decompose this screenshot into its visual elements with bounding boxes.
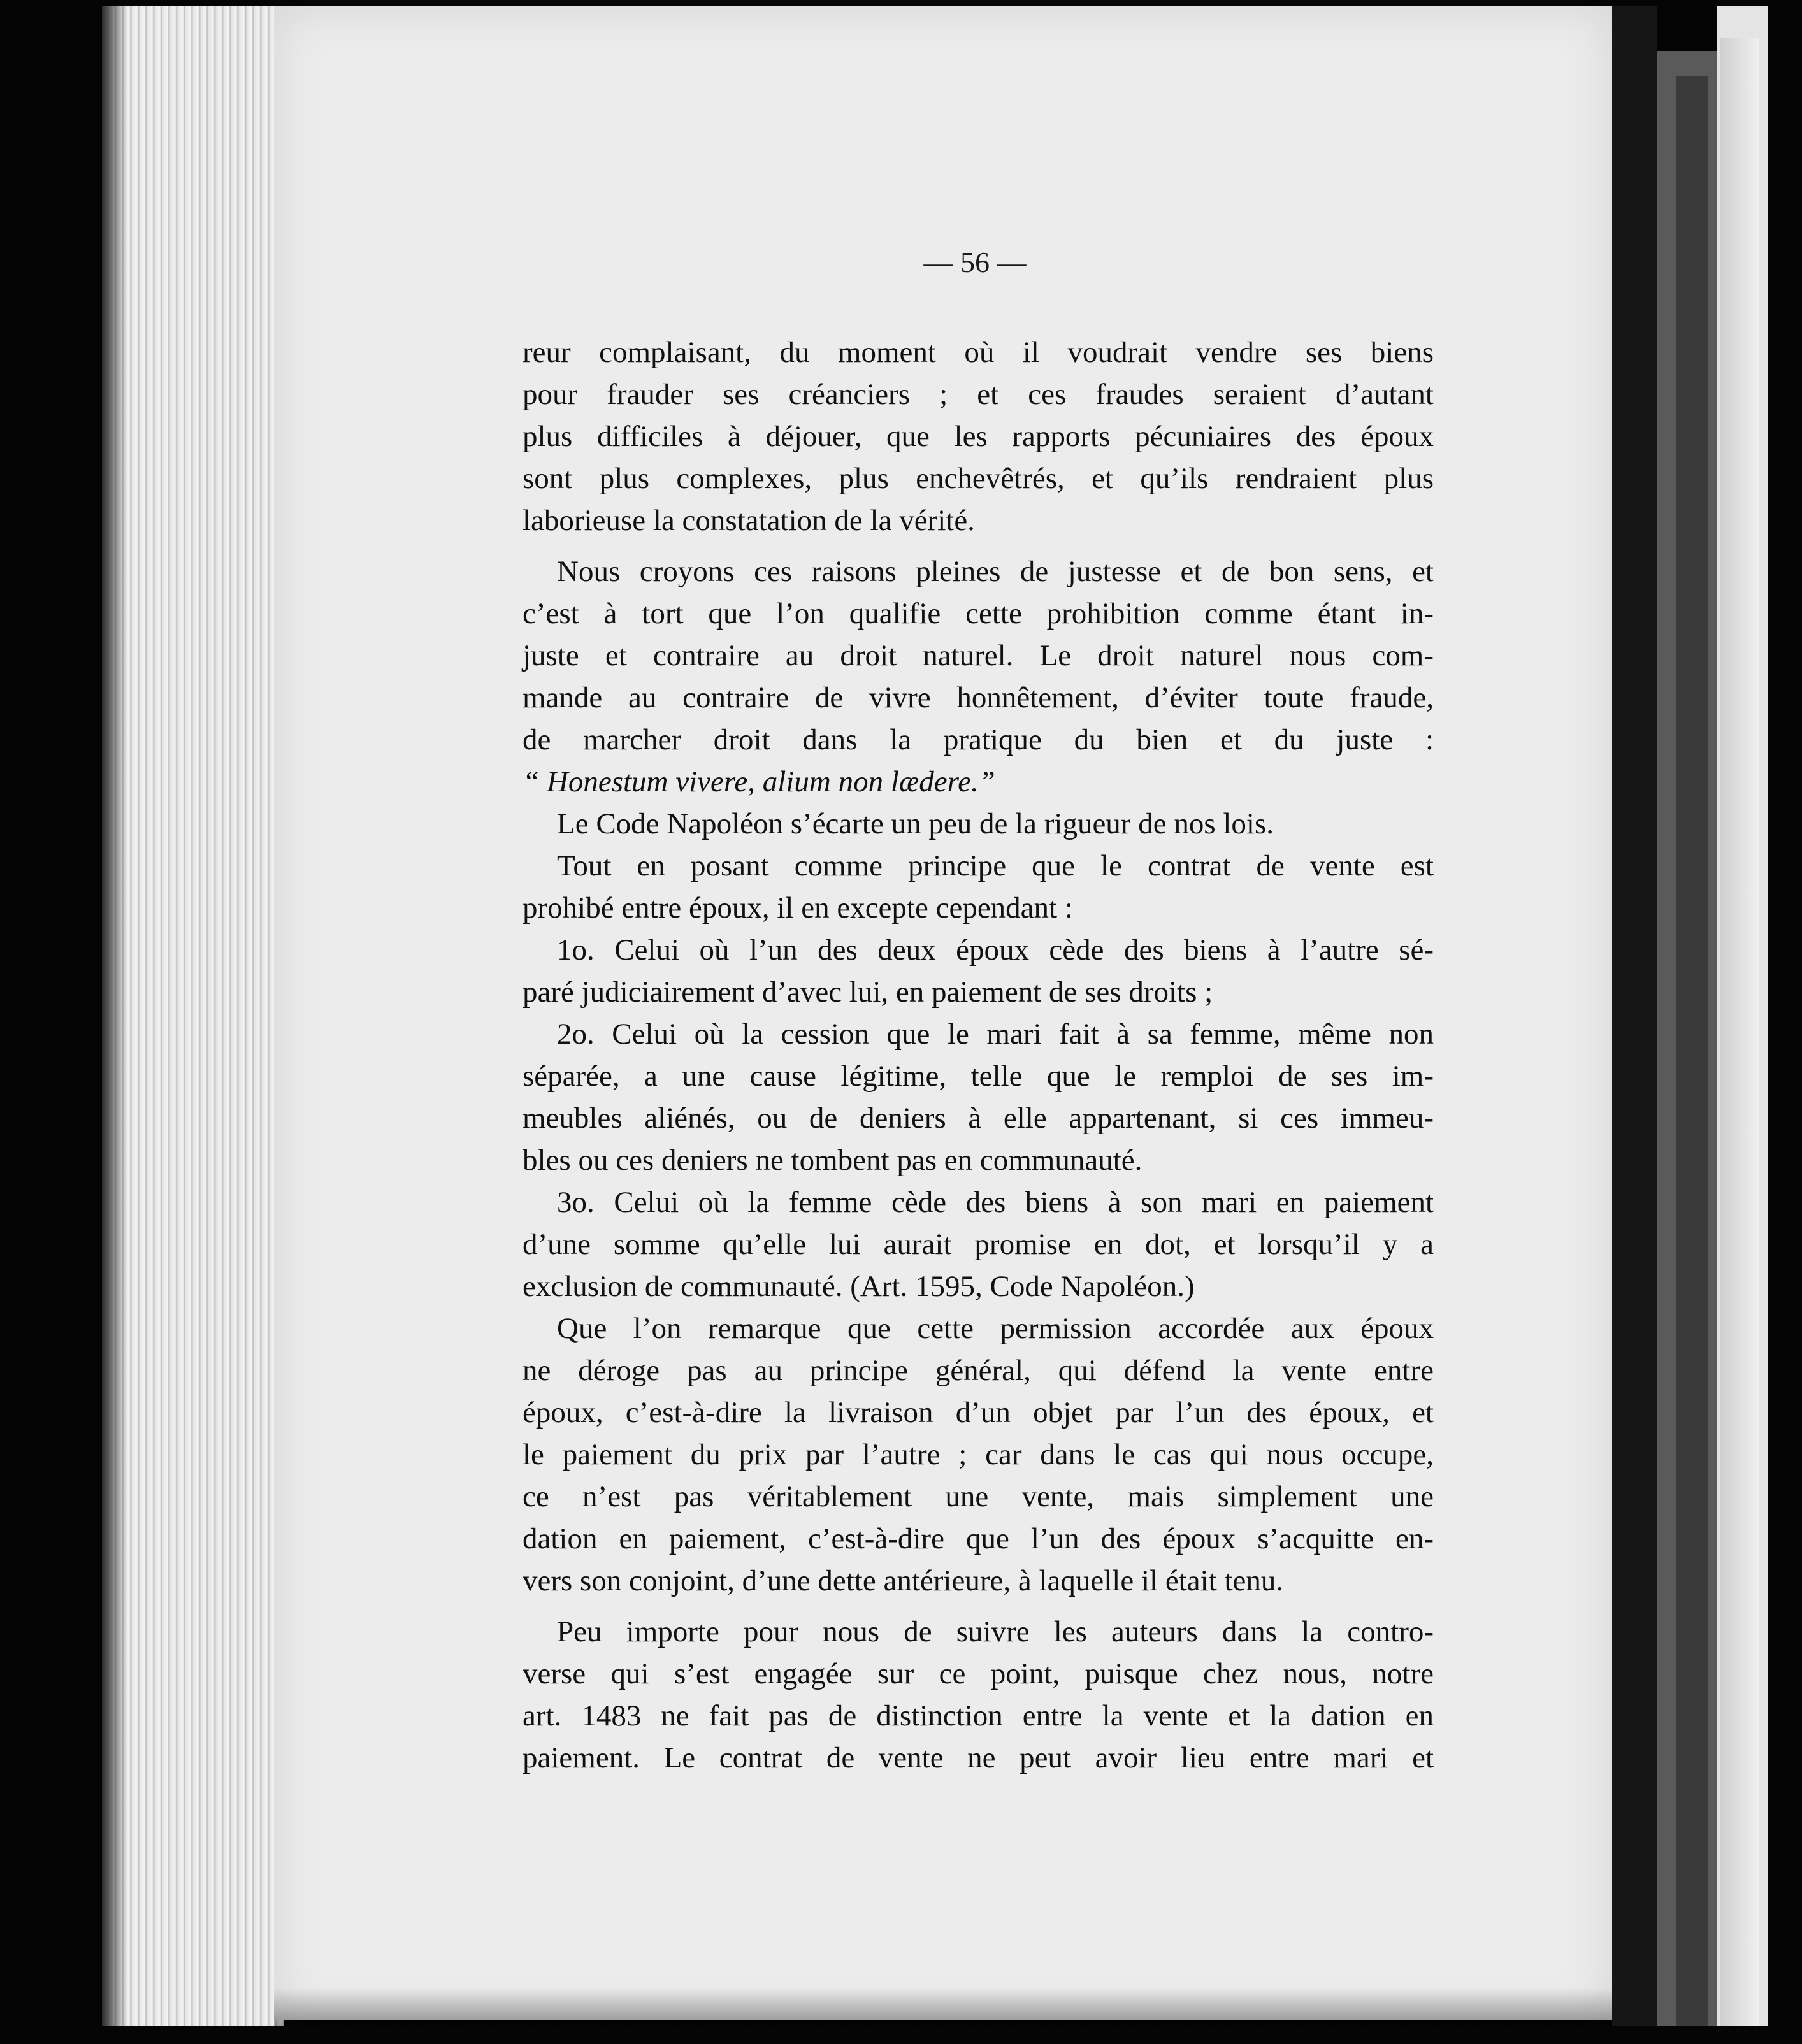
- text-line: vers son conjoint, d’une dette antérieure, à laquelle il était tenu.: [523, 1564, 1284, 1597]
- text-line: d’une somme qu’elle lui aurait promise en dot, et lorsqu’il y a: [523, 1228, 1434, 1261]
- book-page-edges: [102, 6, 284, 2026]
- text-line: Peu importe pour nous de suivre les auteurs dans la contro-: [557, 1615, 1434, 1648]
- text-line: meubles aliénés, ou de deniers à elle appartenant, si ces immeu-: [523, 1102, 1434, 1135]
- next-page-shading: [1720, 38, 1759, 2026]
- book-gutter: [1612, 6, 1657, 2026]
- text-line: époux, c’est-à-dire la livraison d’un objet par l’un des époux, et: [523, 1396, 1434, 1429]
- text-line: paré judiciairement d’avec lui, en paiement de ses droits ;: [523, 975, 1213, 1009]
- latin-quote: “ Honestum vivere, alium non lædere.”: [523, 765, 995, 798]
- text-line: bles ou ces deniers ne tombent pas en communauté.: [523, 1144, 1142, 1177]
- text-line: c’est à tort que l’on qualifie cette prohibition comme étant in-: [523, 597, 1434, 630]
- text-line: 1o. Celui où l’un des deux époux cède des biens à l’autre sé-: [557, 933, 1434, 967]
- text-line: juste et contraire au droit naturel. Le droit naturel nous com-: [523, 639, 1434, 672]
- text-line: reur complaisant, du moment où il voudrait vendre ses biens: [523, 336, 1434, 369]
- text-line: art. 1483 ne fait pas de distinction entre la vente et la dation en: [523, 1699, 1434, 1732]
- binding-strip-inner: [1676, 76, 1708, 2026]
- text-line: Que l’on remarque que cette permission accordée aux époux: [557, 1312, 1434, 1345]
- page-bottom-shadow: [274, 1988, 1612, 2026]
- text-line: 2o. Celui où la cession que le mari fait à sa femme, même non: [557, 1018, 1434, 1051]
- text-line: sont plus complexes, plus enchevêtrés, et qu’ils rendraient plus: [523, 462, 1434, 495]
- text-line: Le Code Napoléon s’écarte un peu de la rigueur de nos lois.: [557, 807, 1274, 840]
- text-line: pour frauder ses créanciers ; et ces fraudes seraient d’autant: [523, 378, 1434, 411]
- text-line: ne déroge pas au principe général, qui défend la vente entre: [523, 1354, 1434, 1387]
- text-line: Tout en posant comme principe que le contrat de vente est: [557, 849, 1434, 882]
- page-edges-shadow: [102, 6, 127, 2026]
- text-line: 3o. Celui où la femme cède des biens à son mari en paiement: [557, 1186, 1434, 1219]
- text-line: ce n’est pas véritablement une vente, mais simplement une: [523, 1480, 1434, 1513]
- text-line: prohibé entre époux, il en excepte cependant :: [523, 891, 1073, 925]
- text-line: verse qui s’est engagée sur ce point, puisque chez nous, notre: [523, 1657, 1434, 1690]
- text-line: séparée, a une cause légitime, telle que le remploi de ses im-: [523, 1060, 1434, 1093]
- text-line: de marcher droit dans la pratique du bien et du juste :: [523, 723, 1434, 756]
- text-line: plus difficiles à déjouer, que les rapports pécuniaires des époux: [523, 420, 1434, 453]
- text-line: Nous croyons ces raisons pleines de justesse et de bon sens, et: [557, 555, 1434, 588]
- text-line: mande au contraire de vivre honnêtement, d’éviter toute fraude,: [523, 681, 1434, 714]
- text-line: le paiement du prix par l’autre ; car dans le cas qui nous occupe,: [523, 1438, 1434, 1471]
- text-line: laborieuse la constatation de la vérité.: [523, 504, 975, 537]
- text-line: dation en paiement, c’est-à-dire que l’un des époux s’acquitte en-: [523, 1522, 1434, 1555]
- page-body-text: [523, 331, 1434, 1779]
- text-line: exclusion de communauté. (Art. 1595, Code Napoléon.): [523, 1270, 1195, 1303]
- text-line: paiement. Le contrat de vente ne peut avoir lieu entre mari et: [523, 1741, 1434, 1774]
- page-number: — 56 —: [923, 246, 1027, 278]
